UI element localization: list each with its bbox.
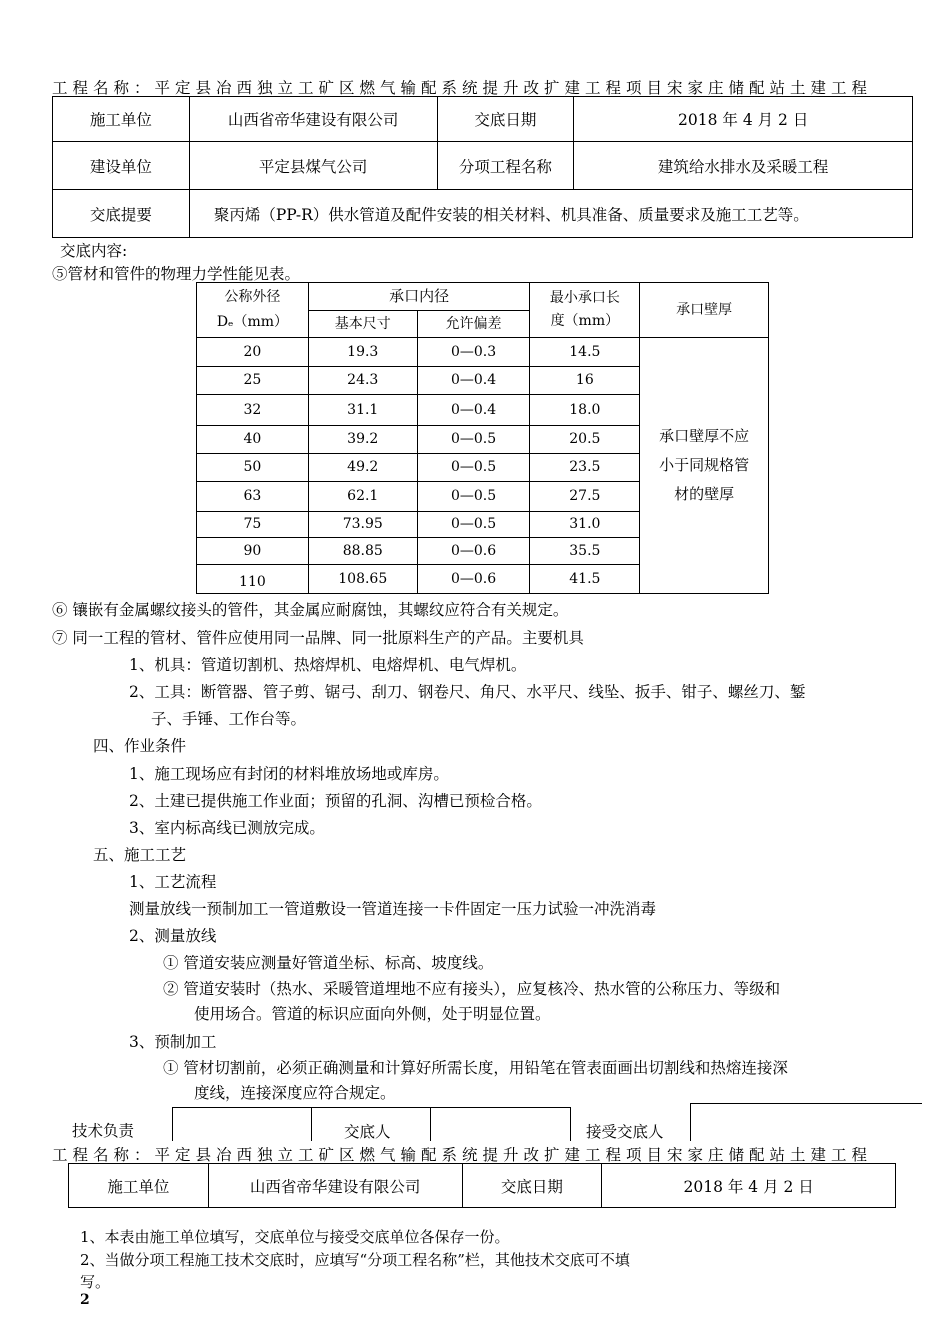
cell-od: 32 <box>197 395 309 426</box>
cell-od: 20 <box>197 338 309 367</box>
date-value: 2018 年 4 月 2 日 <box>602 1164 896 1208</box>
col-tol-header: 允许偏差 <box>417 311 530 338</box>
survey-2-cont: 使用场合。管道的标识应面向外侧，处于明显位置。 <box>194 1005 551 1023</box>
prefab-1: ① 管材切割前，必须正确测量和计算好所需长度，用铅笔在管表面画出切割线和热熔连接深 <box>163 1059 788 1077</box>
tech-lead-label: 技术负责 <box>72 1122 135 1140</box>
construction-unit-value: 山西省帝华建设有限公司 <box>208 1164 462 1208</box>
cell-len: 16 <box>530 367 640 395</box>
construction-unit-label: 施工单位 <box>69 1164 209 1208</box>
cell-len: 35.5 <box>530 538 640 565</box>
signature-row <box>52 1103 922 1141</box>
cell-len: 20.5 <box>530 426 640 454</box>
owner-value: 平定县煤气公司 <box>189 142 437 190</box>
project-name-repeat: 工程名称：平定县冶西独立工矿区燃气输配系统提升改扩建工程项目宋家庄储配站土建工程 <box>52 1146 873 1164</box>
prefab-title: 3、预制加工 <box>129 1033 217 1051</box>
item-7: ⑦ 同一工程的管材、管件应使用同一品牌、同一批原料生产的产品。主要机具 <box>52 629 584 647</box>
cell-tol: 0—0.5 <box>417 454 530 482</box>
cell-tol: 0—0.3 <box>417 338 530 367</box>
cell-tol: 0—0.6 <box>417 538 530 565</box>
content-label: 交底内容: <box>60 242 128 260</box>
note-2: 2、当做分项工程施工技术交底时，应填写“分项工程名称”栏，其他技术交底可不填 <box>80 1251 630 1269</box>
process-flow: 测量放线一预制加工一管道敷设一管道连接一卡件固定一压力试验一冲洗消毒 <box>129 900 657 918</box>
cell-len: 14.5 <box>530 338 640 367</box>
survey-1: ① 管道安装应测量好管道坐标、标高、坡度线。 <box>163 954 494 972</box>
wall-note-cell <box>640 338 769 594</box>
condition-1: 1、施工现场应有封闭的材料堆放场地或库房。 <box>129 765 449 783</box>
wall-note-line1: 承口壁厚不应 <box>659 427 750 445</box>
cell-len: 23.5 <box>530 454 640 482</box>
flow-title: 1、工艺流程 <box>129 873 217 891</box>
tools-2: 2、工具：断管器、管子剪、锯弓、刮刀、钢卷尺、角尺、水平尺、线坠、扳手、钳子、螺丝刀、錾 <box>129 683 806 701</box>
cell-od: 25 <box>197 367 309 395</box>
construction-unit-value: 山西省帝华建设有限公司 <box>189 97 437 142</box>
header-table <box>52 96 913 238</box>
cell-od: 50 <box>197 454 309 482</box>
item-6: ⑥ 镶嵌有金属螺纹接头的管件，其金属应耐腐蚀，其螺纹应符合有关规定。 <box>52 601 569 619</box>
cell-basic: 39.2 <box>308 426 417 454</box>
wall-note-line3: 材的壁厚 <box>674 485 735 503</box>
presenter-sign-cell <box>430 1107 571 1141</box>
note-2-cont: 写。 <box>80 1273 111 1291</box>
summary-label: 交底提要 <box>53 190 190 238</box>
page-number: 2 <box>80 1292 90 1308</box>
summary-value: 聚丙烯（PP-R）供水管道及配件安装的相关材料、机具准备、质量要求及施工工艺等。 <box>189 190 912 238</box>
cell-basic: 62.1 <box>308 482 417 512</box>
col-socket-id-header: 承口内径 <box>308 283 530 311</box>
cell-len: 31.0 <box>530 512 640 538</box>
cell-len: 18.0 <box>530 395 640 426</box>
cell-basic: 19.3 <box>308 338 417 367</box>
presenter-label: 交底人 <box>344 1123 391 1141</box>
cell-od: 40 <box>197 426 309 454</box>
section-4-title: 四、作业条件 <box>93 737 187 755</box>
cell-basic: 88.85 <box>308 538 417 565</box>
survey-title: 2、测量放线 <box>129 927 217 945</box>
note-1: 1、本表由施工单位填写，交底单位与接受交底单位各保存一份。 <box>80 1228 510 1246</box>
receiver-sign-cell <box>690 1103 922 1141</box>
cell-od: 63 <box>197 482 309 512</box>
receiver-label: 接受交底人 <box>586 1123 664 1141</box>
col-od-line1: 公称外径 <box>224 289 281 305</box>
cell-od: 75 <box>197 512 309 538</box>
cell-basic: 49.2 <box>308 454 417 482</box>
col-wall-header: 承口壁厚 <box>640 283 769 338</box>
cell-len: 41.5 <box>530 565 640 594</box>
subproject-label: 分项工程名称 <box>437 142 574 190</box>
col-minlen-line1: 最小承口长 <box>549 290 620 306</box>
cell-basic: 73.95 <box>308 512 417 538</box>
survey-2: ② 管道安装时（热水、采暖管道埋地不应有接头），应复核冷、热水管的公称压力、等级和 <box>163 980 781 998</box>
condition-3: 3、室内标高线已测放完成。 <box>129 819 325 837</box>
cell-od: 110 <box>197 565 309 594</box>
project-name: 工程名称：平定县冶西独立工矿区燃气输配系统提升改扩建工程项目宋家庄储配站土建工程 <box>52 79 873 97</box>
cell-len: 27.5 <box>530 482 640 512</box>
cell-od: 90 <box>197 538 309 565</box>
date-value: 2018 年 4 月 2 日 <box>574 97 913 142</box>
cell-tol: 0—0.5 <box>417 426 530 454</box>
cell-basic: 24.3 <box>308 367 417 395</box>
cell-basic: 108.65 <box>308 565 417 594</box>
cell-tol: 0—0.4 <box>417 367 530 395</box>
col-minlen-line2: 度（mm） <box>550 313 620 329</box>
prefab-1-cont: 度线，连接深度应符合规定。 <box>194 1084 396 1102</box>
construction-unit-label: 施工单位 <box>53 97 190 142</box>
col-minlen-header <box>530 283 640 338</box>
subproject-value: 建筑给水排水及采暖工程 <box>574 142 913 190</box>
wall-note-line2: 小于同规格管 <box>659 456 750 474</box>
cell-tol: 0—0.4 <box>417 395 530 426</box>
date-label: 交底日期 <box>462 1164 602 1208</box>
tech-lead-cell <box>172 1107 312 1141</box>
repeat-header-table <box>68 1163 896 1208</box>
condition-2: 2、土建已提供施工作业面；预留的孔洞、沟槽已预检合格。 <box>129 792 542 810</box>
tools-2-cont: 子、手锤、工作台等。 <box>151 710 307 728</box>
cell-basic: 31.1 <box>308 395 417 426</box>
tools-1: 1、机具：管道切割机、热熔焊机、电熔焊机、电气焊机。 <box>129 656 527 674</box>
cell-tol: 0—0.5 <box>417 512 530 538</box>
pipe-spec-table <box>196 282 769 594</box>
col-od-line2: Dₑ（mm） <box>216 314 289 330</box>
date-label: 交底日期 <box>437 97 574 142</box>
item-5: ⑤管材和管件的物理力学性能见表。 <box>52 265 301 283</box>
owner-label: 建设单位 <box>53 142 190 190</box>
section-5-title: 五、施工工艺 <box>93 846 187 864</box>
col-od-header <box>197 283 309 338</box>
col-basic-header: 基本尺寸 <box>308 311 417 338</box>
cell-tol: 0—0.6 <box>417 565 530 594</box>
cell-tol: 0—0.5 <box>417 482 530 512</box>
